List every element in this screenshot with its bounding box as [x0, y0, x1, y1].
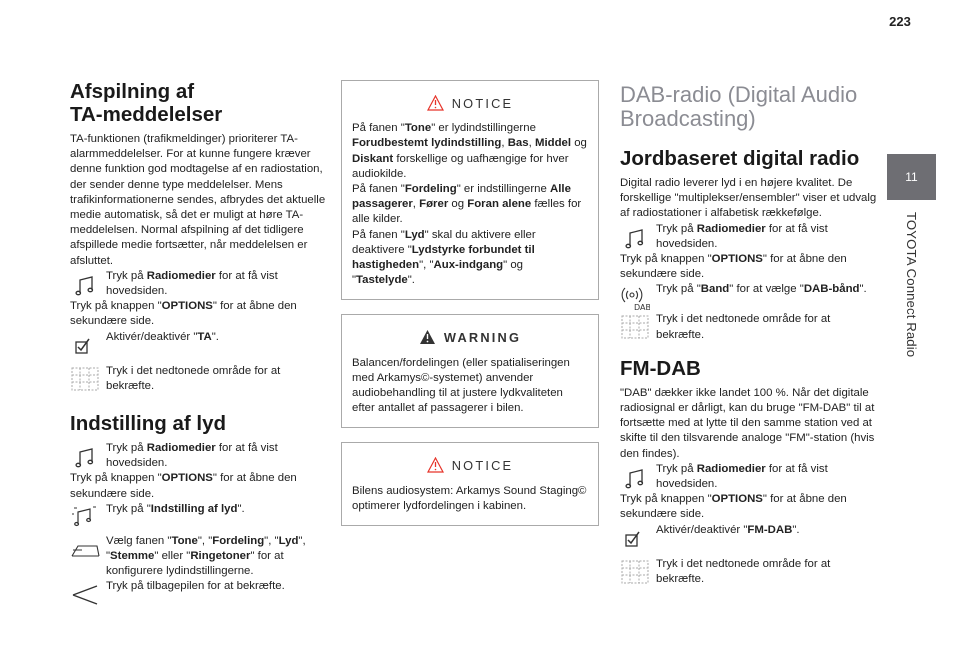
music-note-icon[interactable]: [620, 464, 650, 494]
step-ta-toggle: Aktivér/deaktivér "TA".: [70, 330, 328, 360]
dab-step-radiomedier: Tryk på Radiomedier for at få vist hovedsiden.: [620, 222, 878, 252]
notice-header-2: NOTICE: [352, 451, 588, 473]
heading-fm-dab: FM-DAB: [620, 356, 701, 380]
lyd-step-options: Tryk på knappen "OPTIONS" for at åbne den sekundære side.: [70, 472, 297, 500]
lyd-step-radiomedier: Tryk på Radiomedier for at få vist hovedsiden.: [70, 441, 328, 471]
notice-header: NOTICE: [352, 89, 588, 111]
music-note-icon[interactable]: [620, 224, 650, 254]
fm-step-confirm: Tryk i det nedtonede område for at bekræfte.: [620, 557, 878, 587]
back-arrow-icon[interactable]: [70, 577, 100, 607]
chapter-title: TOYOTA Connect Radio: [904, 212, 919, 358]
grid-area-icon[interactable]: [620, 312, 650, 342]
dab-intro: Digital radio leverer lyd i en højere kvalitet. De forskellige "multiplekser/ensembler" viser et udvalg af radiostationer i alfabetisk rækkefølge.: [620, 177, 877, 220]
dab-radio-icon[interactable]: [620, 282, 650, 312]
music-note-icon[interactable]: [70, 271, 100, 301]
lyd-step-tabs: Vælg fanen "Tone", "Fordeling", "Lyd", "Stemme" eller "Ringetoner" for at konfigurere lydindstillingerne.: [70, 534, 328, 580]
step-options: Tryk på knappen "OPTIONS" for at åbne den sekundære side.: [70, 300, 297, 328]
heading-ta: [70, 80, 328, 126]
page-number: 223: [889, 14, 911, 29]
dab-step-band: Tryk på "Band" for at vælge "DAB-bånd".: [620, 282, 878, 312]
ta-intro: TA-funktionen (trafikmeldinger) prioriterer TA-alarmmeddelelser. For at kunne fungere kræver denne funktion god modtagelse af en radiostation, der sender denne type meddelelser. Mens trafikinformationerne sendes, afbrydes det aktuelle medie automatisk, så det er muligt at høre TA-meddelelsen. Normal afspilning af det tidligere afspillede medie fortsætter, når meddelelsen er afsluttet.: [70, 133, 326, 267]
heading-dab-line2: Broadcasting): [620, 106, 756, 131]
step-radiomedier: Tryk på Radiomedier for at få vist hovedsiden.: [70, 269, 328, 299]
warning-solid-icon: [419, 329, 436, 345]
fm-step-toggle: Aktivér/deaktivér "FM-DAB".: [620, 523, 878, 553]
heading-dab: [620, 83, 878, 131]
warning-text: Balancen/fordelingen (eller spatialiseringen med Arkamys©-systemet) anvender audiobehandling til at justere lydkvaliteten efter antallet af passagerer i bilen.: [352, 356, 570, 415]
heading-lyd: Indstilling af lyd: [70, 412, 227, 436]
music-note-icon[interactable]: [70, 443, 100, 473]
fm-step-options: Tryk på knappen "OPTIONS" for at åbne den sekundære side.: [620, 493, 847, 521]
checkbox-icon[interactable]: [70, 330, 100, 360]
checkbox-icon[interactable]: [620, 523, 650, 553]
warning-box: [341, 314, 599, 428]
notice-arkamys: Bilens audiosystem: Arkamys Sound Staging© optimerer lydfordelingen i kabinen.: [352, 484, 587, 512]
warning-header: WARNING: [352, 323, 588, 345]
fm-intro: "DAB" dækker ikke landet 100 %. Når det digitale radiosignal er dårligt, kan du bruge "FM-DAB" til at fortsætte med at lytte til den samme station ved at skifte til den tilsvarende analoge "FM"-station (hvis den findes).: [620, 386, 875, 460]
notice-box-2: [341, 442, 599, 526]
warning-triangle-icon: [427, 457, 444, 473]
grid-area-icon[interactable]: [620, 557, 650, 587]
notice-fordeling: På fanen "Fordeling" er indstillingerne Alle passagerer, Fører og Foran alene fælles for alle kilder.: [352, 183, 582, 226]
grid-area-icon[interactable]: [70, 364, 100, 394]
dab-step-confirm: Tryk i det nedtonede område for at bekræfte.: [620, 312, 878, 342]
column-1: [70, 80, 328, 595]
side-title-wrap: [887, 212, 936, 412]
notice-tone: På fanen "Tone" er lydindstillingerne Forudbestemt lydindstilling, Bas, Middel og Diskant forskellige og uafhængige for hver audiokilde.: [352, 122, 587, 180]
fm-step-radiomedier: Tryk på Radiomedier for at få vist hovedsiden.: [620, 462, 878, 492]
warning-triangle-icon: [427, 95, 444, 111]
heading-dab-line1: DAB-radio (Digital Audio: [620, 82, 858, 107]
chapter-tab[interactable]: 11: [887, 154, 936, 200]
column-2: [341, 80, 599, 540]
tabs-icon[interactable]: [70, 534, 100, 564]
dab-step-options: Tryk på knappen "OPTIONS" for at åbne den sekundære side.: [620, 253, 847, 281]
heading-ta-line2: TA-meddelelser: [70, 103, 223, 126]
column-3: [620, 83, 878, 587]
lyd-step-back: Tryk på tilbagepilen for at bekræfte.: [70, 579, 328, 594]
equalizer-icon[interactable]: [70, 502, 100, 532]
notice-box-1: [341, 80, 599, 300]
lyd-step-indstilling: Tryk på "Indstilling af lyd".: [70, 502, 328, 532]
heading-ta-line1: Afspilning af: [70, 80, 195, 103]
notice-lyd: På fanen "Lyd" skal du aktivere eller deaktivere "Lydstyrke forbundet til hastigheden", "Aux-indgang" og "Tastelyde".: [352, 228, 536, 287]
heading-jordbaseret: Jordbaseret digital radio: [620, 147, 860, 170]
step-confirm: Tryk i det nedtonede område for at bekræfte.: [70, 364, 328, 394]
